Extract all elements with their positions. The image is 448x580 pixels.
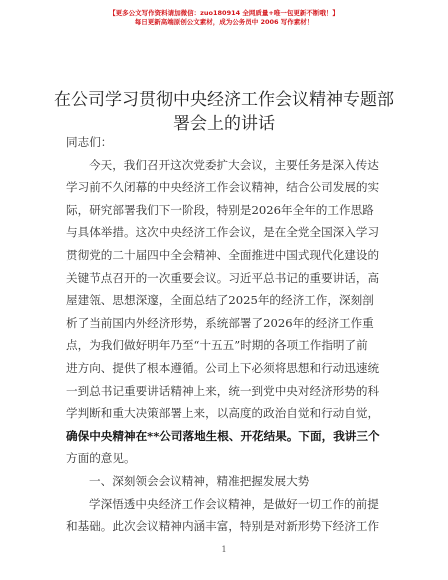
section-heading: 一、深刻领会会议精神，精准把握发展大势 <box>89 473 310 488</box>
body-line: 学深悟透中央经济工作会议精神，是做好一切工作的前提 <box>89 496 379 511</box>
body-line: 点，为我们做好明年乃至“十五五”时期的各项工作指明了前 <box>66 338 368 353</box>
body-line: 际，研究部署我们下一阶段，特别是2026年全年的工作思路 <box>66 202 374 217</box>
promo-banner <box>0 0 448 62</box>
body-line: 与具体举措。这次中央经济工作会议，是在全党全国深入学习 <box>66 225 380 240</box>
body-line: 方面的意见。 <box>66 451 136 466</box>
promo-banner-line-1: 【更多公文写作资料请加微信：zuo180914 全网质量+唯一包更新不断哦！】 <box>109 9 339 17</box>
body-line: 析了当前国内外经济形势，系统部署了2026年的经济工作重 <box>66 315 374 330</box>
body-line: 屋建瓴、思想深邃，全面总结了2025年的经济工作，深刻剖 <box>66 293 374 308</box>
body-line: 进方向、提供了根本遵循。公司上下必须将思想和行动迅速统 <box>66 360 380 375</box>
body-line: 今天，我们召开这次党委扩大会议，主要任务是深入传达 <box>89 157 379 172</box>
body-line: 贯彻党的二十届四中全会精神、全面推进中国式现代化建设的 <box>66 247 380 262</box>
body-line: 学判断和重大决策部署上来，以高度的政治自觉和行动自觉， <box>66 406 380 421</box>
body-line: 学习前不久闭幕的中央经济工作会议精神，结合公司发展的实 <box>66 180 380 195</box>
promo-banner-line-2: 每日更新高端原创公文素材，成为公务员中 2006 写作素材！ <box>134 18 314 26</box>
document-title-line-1: 在公司学习贯彻中央经济工作会议精神专题部 <box>54 90 394 110</box>
body-line: 关键节点召开的一次重要会议。习近平总书记的重要讲话，高 <box>66 270 380 285</box>
body-line: 确保中央精神在**公司落地生根、开花结果。下面，我讲三个 <box>66 428 380 443</box>
body-line: 和基础。此次会议精神内涵丰富，特别是对新形势下经济工作 <box>66 519 380 534</box>
body-line: 一到总书记重要讲话精神上来，统一到党中央对经济形势的科 <box>66 383 380 398</box>
document-title-line-2: 署会上的讲话 <box>173 114 275 134</box>
document-body <box>66 131 392 538</box>
salutation: 同志们： <box>66 135 113 149</box>
page-number: 1 <box>221 545 227 554</box>
